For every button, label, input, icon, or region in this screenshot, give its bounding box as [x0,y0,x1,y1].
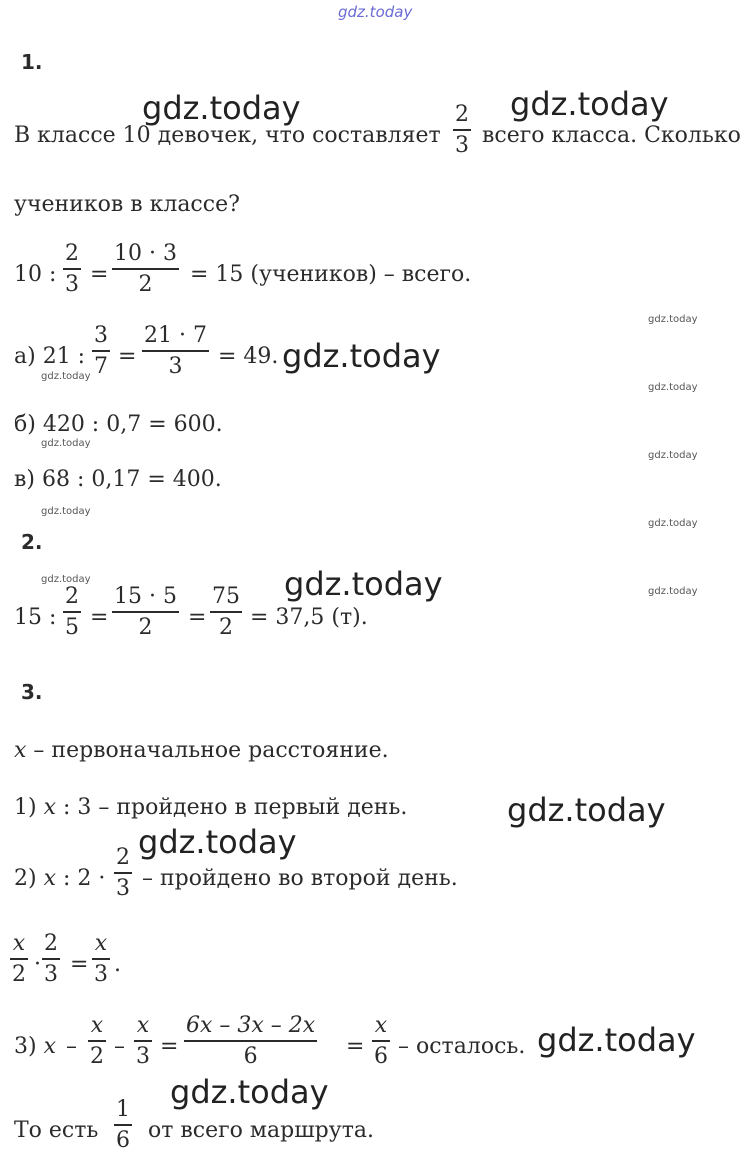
problem-3-step3-eq2: = [346,1034,365,1059]
problem-3-step3-frac2: x 3 [136,1013,150,1069]
problem-2-frac1: 2 5 [65,584,79,640]
problem-3-eq-frac1: x 2 [12,931,26,987]
problem-3-step3-frac4: x 6 [374,1013,388,1069]
problem-3-eq-end: . [114,952,121,977]
watermark: gdz.today [170,1073,329,1111]
watermark-small: gdz.today [648,314,698,325]
problem-3-step3-minus2: – [114,1034,125,1059]
watermark-small: gdz.today [41,371,91,382]
problem-2-lead: 15 : [14,605,57,630]
problem-1-item-b: б) 420 : 0,7 = 600. [14,412,223,437]
problem-3-step1: 1) x : 3 – пройдено в первый день. [14,795,408,820]
problem-3-step3-frac1: x 2 [90,1013,104,1069]
problem-3-conclusion-frac: 1 6 [116,1097,130,1153]
problem-1-statement-line2: учеников в классе? [14,192,240,217]
watermark-top: gdz.today [338,3,413,21]
watermark: gdz.today [138,823,297,861]
problem-3-step2-rest: – пройдено во второй день. [142,866,458,891]
watermark: gdz.today [142,89,301,127]
problem-3-conclusion-rest: от всего маршрута. [148,1118,374,1143]
problem-1-item-c: в) 68 : 0,17 = 400. [14,467,222,492]
problem-3-step2-lead: 2) x : 2 · [14,866,106,891]
watermark: gdz.today [510,85,669,123]
watermark-small: gdz.today [648,450,698,461]
problem-2-frac3: 75 2 [212,584,240,640]
problem-3-step3-minus1: – [66,1034,77,1059]
problem-1-solution-frac1: 2 3 [65,241,79,297]
problem-1-item-a-eq: = [118,344,137,369]
problem-2-eq1: = [90,605,109,630]
problem-3-step3-eq1: = [160,1034,179,1059]
watermark: gdz.today [282,337,441,375]
problem-2-number: 2. [21,530,43,554]
problem-3-eq-frac3: x 3 [94,931,108,987]
problem-3-number: 3. [21,680,43,704]
watermark-small: gdz.today [648,518,698,529]
problem-3-step2-frac: 2 3 [116,845,130,901]
problem-1-statement-part1: В классе 10 девочек, что составляет [14,123,441,148]
problem-3-step3-frac3: 6x – 3x – 2x 6 [186,1013,316,1069]
problem-2-frac2: 15 · 5 2 [114,584,177,640]
problem-1-solution-tail: = 15 (учеников) – всего. [190,262,472,287]
watermark-small: gdz.today [41,506,91,517]
watermark: gdz.today [284,565,443,603]
problem-1-statement-part2: всего класса. Сколько [482,123,741,148]
problem-3-intro: x – первоначальное расстояние. [14,738,389,763]
problem-3-conclusion-lead: То есть [14,1118,99,1143]
problem-3-eq-sign: = [70,952,89,977]
problem-1-item-a-frac1: 3 7 [94,323,108,379]
problem-2-tail: = 37,5 (т). [250,605,368,630]
problem-1-solution-lead: 10 : [14,262,57,287]
problem-1-item-a-tail: = 49. [218,344,279,369]
problem-1-item-a-frac2: 21 · 7 3 [144,323,207,379]
problem-1-number: 1. [21,50,43,74]
problem-1-item-a-lead: а) 21 : [14,344,86,369]
watermark: gdz.today [537,1021,696,1059]
problem-1-solution-frac2: 10 · 3 2 [114,241,177,297]
watermark-small: gdz.today [648,586,698,597]
watermark-small: gdz.today [648,382,698,393]
variable-x: x [14,738,27,763]
problem-3-eq-dot: · [34,952,41,977]
watermark-small: gdz.today [41,574,91,585]
watermark: gdz.today [507,791,666,829]
problem-3-step3-rest: – осталось. [398,1034,526,1059]
watermark-small: gdz.today [41,438,91,449]
problem-3-eq-frac2: 2 3 [44,931,58,987]
problem-3-step3-lead: 3) x [14,1034,56,1059]
problem-1-statement-fraction: 2 3 [455,102,469,158]
problem-2-eq2: = [188,605,207,630]
problem-1-solution-eq: = [90,262,109,287]
